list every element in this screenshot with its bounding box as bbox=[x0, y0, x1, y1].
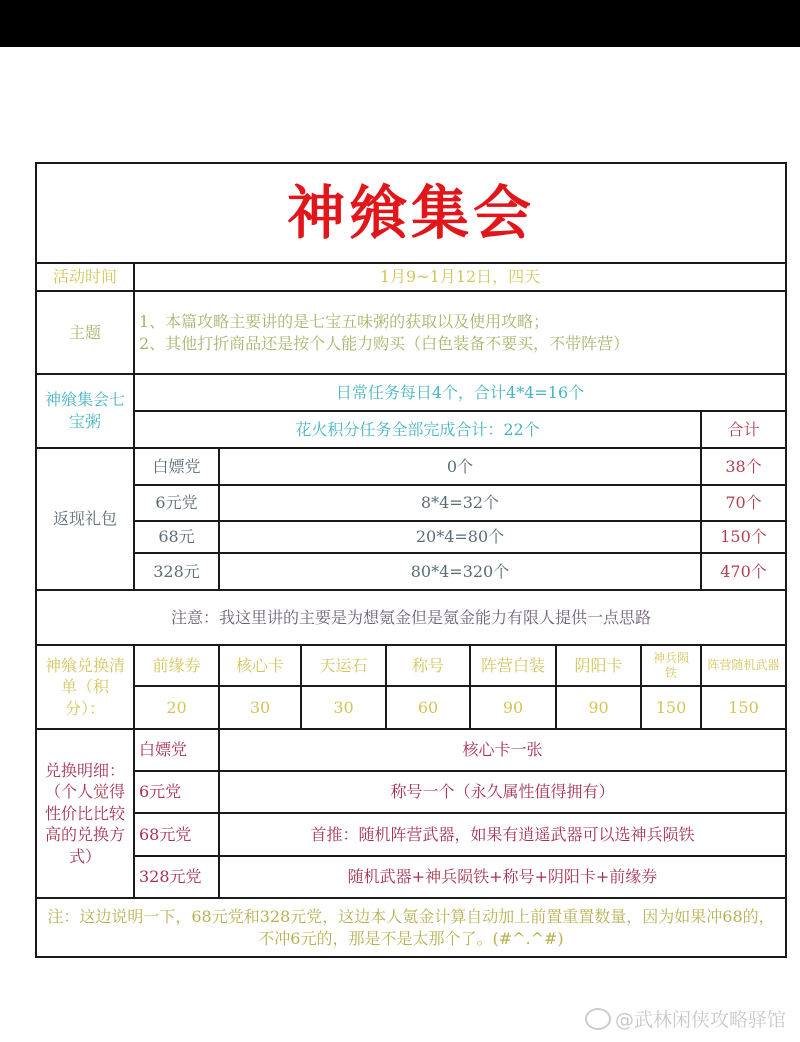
watermark-text: @武林闲侠攻略驿馆 bbox=[615, 1009, 787, 1031]
details-text: 随机武器+神兵陨铁+称号+阴阳卡+前缘券 bbox=[218, 855, 787, 899]
details-text: 首推：随机阵营武器，如果有逍遥武器可以选神兵陨铁 bbox=[218, 812, 787, 857]
exchange-item-name: 阵营随机武器 bbox=[700, 644, 787, 687]
exchange-label: 神飨兑换清单（积分）： bbox=[35, 644, 135, 730]
notice: 注意：我这里讲的主要是为想氪金但是氪金能力有限人提供一点思路 bbox=[35, 589, 787, 646]
rebate-amount: 80*4=320个 bbox=[218, 552, 702, 591]
exchange-item-name: 神兵陨铁 bbox=[640, 644, 702, 687]
exchange-item-cost: 30 bbox=[218, 685, 302, 730]
rebate-amount: 0个 bbox=[218, 447, 702, 486]
rebate-label: 返现礼包 bbox=[35, 447, 135, 591]
weibo-icon bbox=[585, 1008, 611, 1030]
details-tier: 6元党 bbox=[133, 770, 220, 814]
exchange-item-cost: 150 bbox=[700, 685, 787, 730]
exchange-item-cost: 60 bbox=[385, 685, 471, 730]
rebate-tier: 白嫖党 bbox=[133, 447, 220, 486]
porridge-daily: 日常任务每日4个，合计4*4=16个 bbox=[133, 373, 787, 412]
porridge-fireworks: 花火积分任务全部完成合计：22个 bbox=[133, 410, 702, 449]
rebate-amount: 20*4=80个 bbox=[218, 520, 702, 554]
exchange-item-name: 天运石 bbox=[300, 644, 387, 687]
theme-content bbox=[133, 290, 787, 375]
exchange-item-cost: 20 bbox=[133, 685, 220, 730]
rebate-total: 38个 bbox=[700, 447, 787, 486]
total-header: 合计 bbox=[700, 410, 787, 449]
exchange-item-name: 前缘券 bbox=[133, 644, 220, 687]
time-label: 活动时间 bbox=[35, 262, 135, 292]
rebate-tier: 6元党 bbox=[133, 484, 220, 522]
exchange-item-name: 阴阳卡 bbox=[555, 644, 642, 687]
exchange-item-name: 核心卡 bbox=[218, 644, 302, 687]
exchange-item-name: 称号 bbox=[385, 644, 471, 687]
footnote: 注：这边说明一下，68元党和328元党，这边本人氪金计算自动加上前置重置数量，因为如果冲68的，不冲6元的，那是不是太那个了。(#^.^#) bbox=[35, 897, 787, 958]
theme-line: 1、本篇攻略主要讲的是七宝五味粥的获取以及使用攻略； bbox=[139, 311, 550, 331]
details-text: 核心卡一张 bbox=[218, 728, 787, 772]
exchange-item-name: 阵营白装 bbox=[469, 644, 557, 687]
rebate-total: 70个 bbox=[700, 484, 787, 522]
details-tier: 白嫖党 bbox=[133, 728, 220, 772]
exchange-item-cost: 90 bbox=[469, 685, 557, 730]
page-title: 神飨集会 bbox=[35, 162, 787, 264]
rebate-total: 150个 bbox=[700, 520, 787, 554]
theme-label: 主题 bbox=[35, 290, 135, 375]
rebate-amount: 8*4=32个 bbox=[218, 484, 702, 522]
rebate-tier: 68元 bbox=[133, 520, 220, 554]
details-label: 兑换明细：（个人觉得性价比比较高的兑换方式） bbox=[35, 728, 135, 899]
exchange-item-cost: 150 bbox=[640, 685, 702, 730]
rebate-tier: 328元 bbox=[133, 552, 220, 591]
details-tier: 68元党 bbox=[133, 812, 220, 857]
exchange-item-cost: 90 bbox=[555, 685, 642, 730]
rebate-total: 470个 bbox=[700, 552, 787, 591]
top-black-bar bbox=[0, 0, 800, 47]
details-tier: 328元党 bbox=[133, 855, 220, 899]
watermark bbox=[585, 1005, 786, 1032]
theme-line: 2、其他打折商品还是按个人能力购买（白色装备不要买，不带阵营） bbox=[139, 333, 630, 353]
exchange-item-cost: 30 bbox=[300, 685, 387, 730]
details-text: 称号一个（永久属性值得拥有） bbox=[218, 770, 787, 814]
time-value: 1月9~1月12日，四天 bbox=[133, 262, 787, 292]
porridge-label: 神飨集会七宝粥 bbox=[35, 373, 135, 449]
